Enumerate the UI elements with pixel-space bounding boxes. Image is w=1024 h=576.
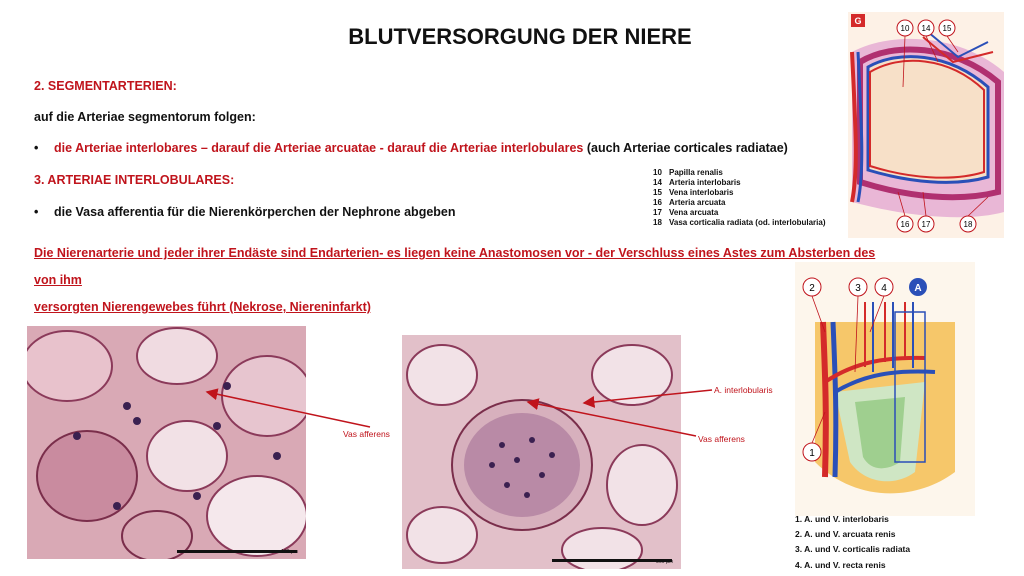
svg-text:3: 3 bbox=[855, 283, 861, 294]
section3-bullet bbox=[34, 205, 456, 219]
kidney-micrograph-right bbox=[402, 335, 681, 569]
svg-text:10: 10 bbox=[900, 24, 910, 33]
warning-line-1: Die Nierenarterie und jeder ihrer Endäste sind Endarterien- es liegen keine Anastomosen vor - der Verschluss eines Astes zum Absterben des von ihm bbox=[34, 246, 876, 287]
svg-text:G: G bbox=[854, 16, 862, 26]
cortical-vessels-diagram bbox=[795, 262, 975, 516]
bullet-marker: • bbox=[34, 205, 39, 219]
svg-text:2: 2 bbox=[809, 283, 815, 294]
legend-top bbox=[653, 168, 826, 229]
svg-text:1: 1 bbox=[809, 448, 815, 459]
svg-text:15: 15 bbox=[942, 24, 952, 33]
svg-text:A: A bbox=[914, 283, 922, 294]
legend-top-item: 10 Papilla renalis bbox=[653, 168, 723, 177]
legend-top-item: 16 Arteria arcuata bbox=[653, 198, 726, 208]
section3-bullet-text: die Vasa afferentia für die Nierenkörperchen der Nephrone abgeben bbox=[54, 205, 456, 219]
legend-top-item: 18 Vasa corticalia radiata (od. interlobularia) bbox=[653, 218, 826, 228]
kidney-micrograph-left bbox=[27, 326, 306, 559]
legend-bottom bbox=[795, 512, 910, 573]
page-title: BLUTVERSORGUNG DER NIERE bbox=[348, 24, 692, 49]
micrograph-tissue-right bbox=[402, 335, 681, 569]
kidney-pyramid-diagram bbox=[848, 12, 1004, 238]
scale-bar-label: 200 µm bbox=[656, 559, 673, 565]
scale-bar-label: 100 µm bbox=[281, 549, 298, 555]
svg-text:14: 14 bbox=[921, 24, 931, 33]
svg-text:4: 4 bbox=[881, 283, 887, 294]
section2-intro: auf die Arteriae segmentorum folgen: bbox=[34, 110, 256, 124]
section2-heading: 2. SEGMENTARTERIEN: bbox=[34, 79, 177, 93]
section2-bullet-red: die Arteriae interlobares – darauf die Arteriae arcuatae - darauf die Arteriae interlobulares bbox=[54, 141, 584, 155]
section2-bullet bbox=[34, 141, 788, 155]
micrograph-tissue-left bbox=[27, 326, 306, 559]
svg-text:17: 17 bbox=[921, 220, 931, 229]
warning-line-2: versorgten Nierengewebes führt (Nekrose, Niereninfarkt) bbox=[34, 300, 371, 314]
label-vas-afferens-left: Vas afferens bbox=[343, 429, 390, 439]
svg-text:18: 18 bbox=[963, 220, 973, 229]
legend-bottom-item: 3. A. und V. corticalis radiata bbox=[795, 544, 911, 555]
legend-top-item: 15 Vena interlobaris bbox=[653, 188, 734, 198]
legend-bottom-item: 2. A. und V. arcuata renis bbox=[795, 529, 896, 540]
section2-bullet-black: (auch Arteriae corticales radiatae) bbox=[583, 141, 788, 155]
section3-heading: 3. ARTERIAE INTERLOBULARES: bbox=[34, 173, 235, 187]
legend-top-item: 17 Vena arcuata bbox=[653, 208, 719, 218]
legend-bottom-item: 1. A. und V. interlobaris bbox=[795, 514, 889, 524]
endarteries-warning bbox=[34, 240, 894, 321]
label-a-interlobularis: A. interlobularis bbox=[714, 385, 773, 395]
legend-top-item: 14 Arteria interlobaris bbox=[653, 178, 741, 188]
svg-text:16: 16 bbox=[900, 220, 910, 229]
bullet-marker: • bbox=[34, 141, 39, 155]
legend-bottom-item: 4. A. und V. recta renis bbox=[795, 559, 886, 570]
label-vas-afferens-right: Vas afferens bbox=[698, 434, 745, 444]
